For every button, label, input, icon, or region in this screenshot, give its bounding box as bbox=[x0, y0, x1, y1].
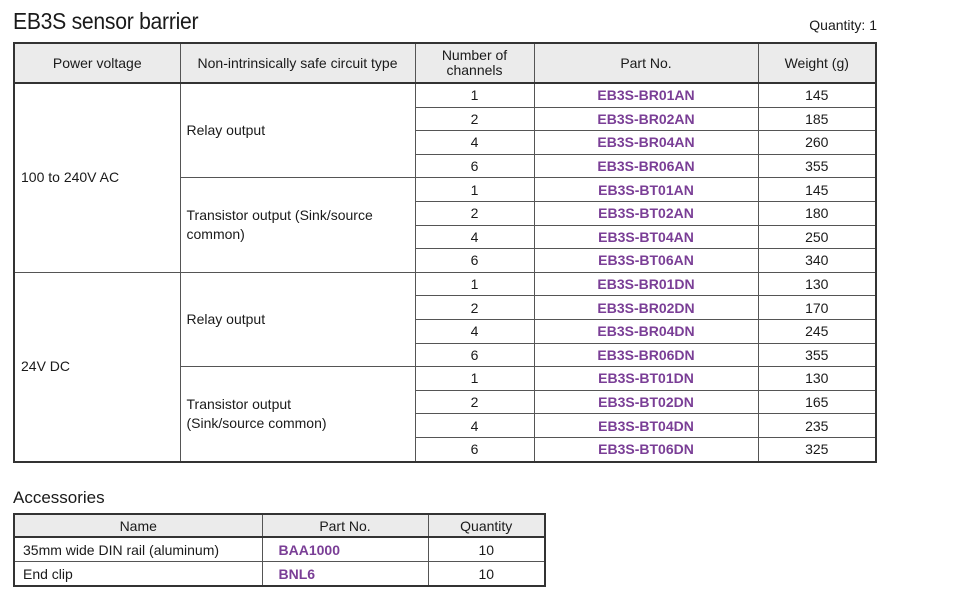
circuit-type-line1: Relay output bbox=[186, 122, 266, 139]
header-weight: Weight (g) bbox=[758, 43, 876, 83]
part-no-link[interactable]: EB3S-BR06AN bbox=[534, 154, 758, 178]
acc-name-cell: End clip bbox=[14, 562, 262, 587]
channels-cell: 4 bbox=[415, 414, 534, 438]
accessories-title: Accessories bbox=[13, 488, 105, 507]
part-no-link[interactable]: EB3S-BR04AN bbox=[534, 131, 758, 155]
weight-cell: 165 bbox=[758, 390, 876, 414]
circuit-type-line1: Transistor output (Sink/source bbox=[186, 207, 373, 224]
table-row bbox=[14, 83, 876, 107]
channels-cell: 1 bbox=[415, 367, 534, 391]
quantity-label: Quantity: 1 bbox=[809, 17, 877, 33]
channels-cell: 1 bbox=[415, 272, 534, 296]
part-no-link[interactable]: EB3S-BR06DN bbox=[534, 343, 758, 367]
weight-cell: 235 bbox=[758, 414, 876, 438]
page-title: EB3S sensor barrier bbox=[13, 8, 199, 34]
channels-cell: 1 bbox=[415, 178, 534, 202]
weight-cell: 245 bbox=[758, 319, 876, 343]
circuit-type-line2: (Sink/source common) bbox=[186, 414, 327, 431]
product-table bbox=[13, 42, 877, 463]
power-voltage-cell: 24V DC bbox=[14, 272, 180, 461]
channels-cell: 2 bbox=[415, 107, 534, 131]
part-no-link[interactable]: EB3S-BT06DN bbox=[534, 437, 758, 461]
weight-cell: 145 bbox=[758, 178, 876, 202]
part-no-link[interactable]: EB3S-BR02DN bbox=[534, 296, 758, 320]
weight-cell: 170 bbox=[758, 296, 876, 320]
acc-header-name: Name bbox=[14, 514, 262, 537]
table-row bbox=[14, 562, 545, 587]
accessories-header-row bbox=[14, 514, 545, 537]
part-no-link[interactable]: EB3S-BT02DN bbox=[534, 390, 758, 414]
channels-cell: 6 bbox=[415, 437, 534, 461]
part-no-link[interactable]: EB3S-BR02AN bbox=[534, 107, 758, 131]
product-table-body bbox=[14, 83, 876, 462]
part-no-link[interactable]: EB3S-BT01DN bbox=[534, 367, 758, 391]
part-no-link[interactable]: EB3S-BR01AN bbox=[534, 83, 758, 107]
acc-quantity-cell: 10 bbox=[428, 562, 545, 587]
channels-cell: 6 bbox=[415, 154, 534, 178]
channels-cell: 6 bbox=[415, 249, 534, 273]
acc-header-quantity: Quantity bbox=[428, 514, 545, 537]
weight-cell: 260 bbox=[758, 131, 876, 155]
circuit-type-line1: Transistor output bbox=[186, 395, 292, 412]
weight-cell: 355 bbox=[758, 343, 876, 367]
weight-cell: 185 bbox=[758, 107, 876, 131]
acc-header-part-no: Part No. bbox=[262, 514, 428, 537]
table-header-row bbox=[14, 43, 876, 83]
channels-cell: 2 bbox=[415, 201, 534, 225]
weight-cell: 180 bbox=[758, 201, 876, 225]
part-no-link[interactable]: EB3S-BT02AN bbox=[534, 201, 758, 225]
power-voltage-cell: 100 to 240V AC bbox=[14, 83, 180, 272]
weight-cell: 145 bbox=[758, 83, 876, 107]
part-no-link[interactable]: EB3S-BT04DN bbox=[534, 414, 758, 438]
part-no-link[interactable]: EB3S-BT01AN bbox=[534, 178, 758, 202]
channels-cell: 4 bbox=[415, 131, 534, 155]
circuit-type-cell bbox=[180, 83, 415, 178]
channels-cell: 4 bbox=[415, 319, 534, 343]
weight-cell: 355 bbox=[758, 154, 876, 178]
weight-cell: 340 bbox=[758, 249, 876, 273]
acc-quantity-cell: 10 bbox=[428, 537, 545, 562]
accessories-table bbox=[13, 513, 546, 587]
circuit-type-cell bbox=[180, 178, 415, 272]
acc-part-link[interactable]: BNL6 bbox=[262, 562, 428, 587]
table-row bbox=[14, 537, 545, 562]
circuit-type-cell bbox=[180, 272, 415, 366]
weight-cell: 130 bbox=[758, 367, 876, 391]
channels-cell: 4 bbox=[415, 225, 534, 249]
header-power-voltage: Power voltage bbox=[14, 43, 180, 83]
acc-part-link[interactable]: BAA1000 bbox=[262, 537, 428, 562]
table-row bbox=[14, 272, 876, 296]
weight-cell: 250 bbox=[758, 225, 876, 249]
channels-cell: 1 bbox=[415, 83, 534, 107]
part-no-link[interactable]: EB3S-BT04AN bbox=[534, 225, 758, 249]
part-no-link[interactable]: EB3S-BT06AN bbox=[534, 249, 758, 273]
weight-cell: 325 bbox=[758, 437, 876, 461]
header-circuit-type: Non-intrinsically safe circuit type bbox=[180, 43, 415, 83]
header-channels-line2: channels bbox=[446, 62, 503, 78]
header-channels-line1: Number of bbox=[441, 47, 508, 63]
circuit-type-cell bbox=[180, 367, 415, 462]
circuit-type-line2: common) bbox=[186, 226, 245, 243]
channels-cell: 2 bbox=[415, 390, 534, 414]
channels-cell: 6 bbox=[415, 343, 534, 367]
header-channels bbox=[415, 43, 534, 83]
part-no-link[interactable]: EB3S-BR04DN bbox=[534, 319, 758, 343]
acc-name-cell: 35mm wide DIN rail (aluminum) bbox=[14, 537, 262, 562]
circuit-type-line1: Relay output bbox=[186, 310, 266, 327]
part-no-link[interactable]: EB3S-BR01DN bbox=[534, 272, 758, 296]
weight-cell: 130 bbox=[758, 272, 876, 296]
header-part-no: Part No. bbox=[534, 43, 758, 83]
channels-cell: 2 bbox=[415, 296, 534, 320]
